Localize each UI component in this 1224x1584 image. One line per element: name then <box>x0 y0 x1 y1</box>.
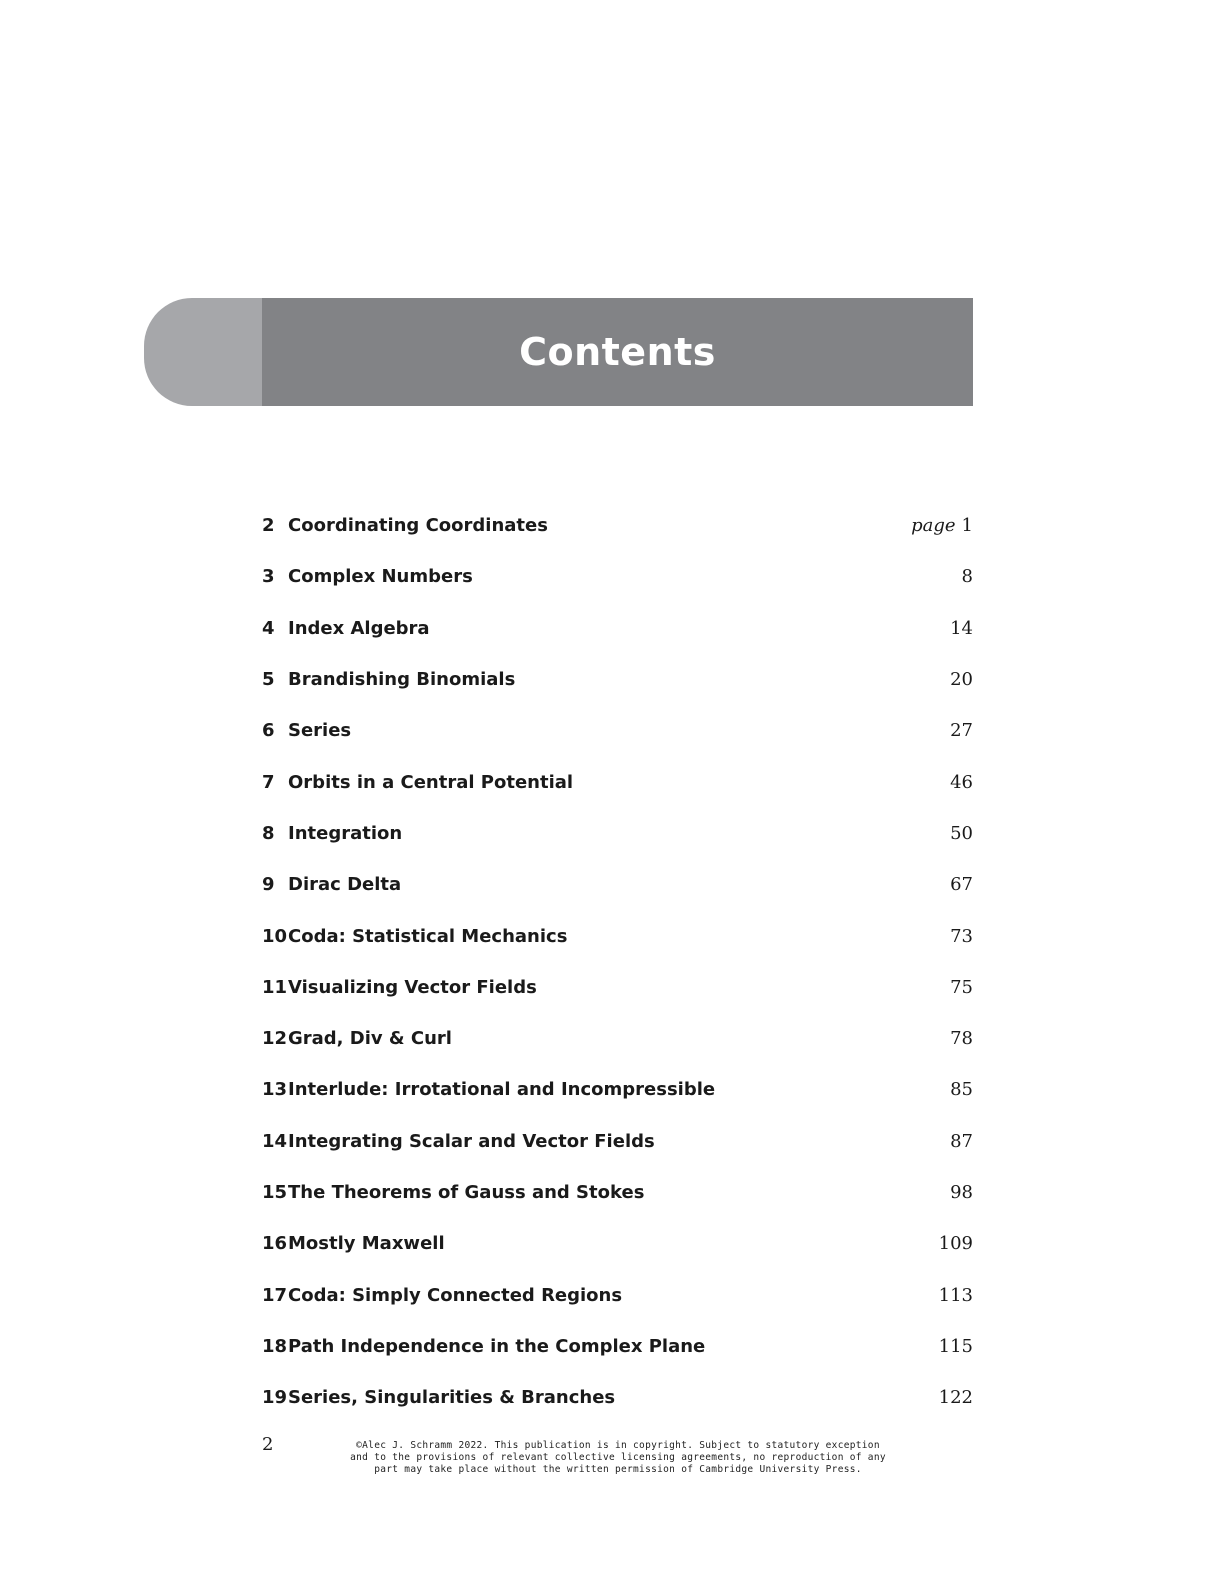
header-bar <box>262 298 973 406</box>
toc-entry-title: Path Independence in the Complex Plane <box>288 1335 706 1357</box>
toc-entry-number: 2 <box>262 515 275 537</box>
toc-entry-page-number: 109 <box>938 1233 973 1255</box>
toc-entry-number: 13 <box>262 1079 288 1101</box>
toc-entry[interactable] <box>262 551 973 602</box>
toc-entry-title: Integration <box>288 822 403 844</box>
toc-entry[interactable] <box>262 1269 973 1320</box>
toc-entry-page-number: 78 <box>950 1028 973 1050</box>
toc-entry-title: Dirac Delta <box>288 874 402 896</box>
copyright-line: part may take place without the written permission of Cambridge University Press. <box>374 1464 862 1475</box>
copyright-line: and to the provisions of relevant collective licensing agreements, no reproduction of any <box>350 1452 886 1463</box>
toc-entry-page-number: 67 <box>950 874 973 896</box>
toc-entry-number: 14 <box>262 1130 288 1152</box>
page-prefix: page <box>911 515 956 537</box>
toc-entry-number: 4 <box>262 617 275 639</box>
toc-entry-title: Complex Numbers <box>288 566 473 588</box>
toc-entry[interactable] <box>262 500 973 551</box>
toc-entry-number: 10 <box>262 925 288 947</box>
toc-entry-number: 6 <box>262 720 275 742</box>
toc-entry-title: The Theorems of Gauss and Stokes <box>288 1182 645 1203</box>
toc-entry-page-number: 8 <box>961 566 973 588</box>
toc-entry-page-number: 50 <box>950 822 973 844</box>
toc-entry-title: Series, Singularities & Branches <box>288 1387 616 1409</box>
toc-entry-page-number: 1 <box>961 515 973 537</box>
toc-entry-title: Coordinating Coordinates <box>288 515 548 537</box>
toc-entry-page-number: 85 <box>950 1079 973 1101</box>
toc-entry-title: Index Algebra <box>288 617 430 639</box>
toc-entry[interactable] <box>262 705 973 756</box>
toc-entry-number: 5 <box>262 669 275 691</box>
toc-entry[interactable] <box>262 962 973 1013</box>
toc-entry-number: 12 <box>262 1028 288 1050</box>
toc-entry-title: Integrating Scalar and Vector Fields <box>288 1130 655 1152</box>
toc-entry[interactable] <box>262 1167 973 1218</box>
copyright-line: ©Alec J. Schramm 2022. This publication is in copyright. Subject to statutory exception <box>356 1440 880 1451</box>
toc-entry[interactable] <box>262 654 973 705</box>
toc-entry-page-number: 87 <box>950 1130 973 1152</box>
toc-entry-title: Coda: Simply Connected Regions <box>288 1284 623 1306</box>
toc-entry[interactable] <box>262 1064 973 1115</box>
toc-entry-number: 16 <box>262 1233 288 1255</box>
page-title: Contents <box>519 330 716 374</box>
toc-entry-page-number: 73 <box>950 925 973 947</box>
toc-entry-page-number: 46 <box>950 771 973 793</box>
table-of-contents <box>262 500 973 1423</box>
toc-entry-page-number: 113 <box>938 1284 973 1306</box>
toc-entry[interactable] <box>262 1013 973 1064</box>
toc-entry-page-number: 115 <box>938 1335 973 1357</box>
toc-entry-page-number: 20 <box>950 669 973 691</box>
toc-entry-page <box>911 515 973 536</box>
toc-entry[interactable] <box>262 808 973 859</box>
toc-entry-number: 9 <box>262 874 275 896</box>
toc-entry-number: 7 <box>262 771 275 793</box>
toc-entry-title: Orbits in a Central Potential <box>288 771 574 793</box>
toc-entry-number: 8 <box>262 822 275 844</box>
toc-entry-title: Mostly Maxwell <box>288 1233 445 1255</box>
toc-entry-page-number: 98 <box>950 1182 973 1203</box>
toc-entry-number: 15 <box>262 1182 288 1203</box>
toc-entry[interactable] <box>262 1218 973 1269</box>
toc-entry[interactable] <box>262 910 973 961</box>
toc-entry-title: Visualizing Vector Fields <box>288 976 537 998</box>
page-number: 2 <box>262 1434 274 1455</box>
toc-entry-number: 3 <box>262 566 275 588</box>
toc-entry-title: Brandishing Binomials <box>288 669 516 691</box>
toc-entry[interactable] <box>262 1321 973 1372</box>
toc-entry-page-number: 75 <box>950 976 973 998</box>
toc-entry[interactable] <box>262 1116 973 1167</box>
toc-entry[interactable] <box>262 859 973 910</box>
toc-entry-title: Coda: Statistical Mechanics <box>288 925 568 947</box>
toc-entry[interactable] <box>262 1372 973 1423</box>
copyright-notice <box>340 1440 896 1476</box>
toc-entry-title: Series <box>288 720 352 742</box>
toc-entry-number: 19 <box>262 1387 288 1409</box>
toc-entry-number: 18 <box>262 1335 288 1357</box>
toc-entry-title: Grad, Div & Curl <box>288 1028 452 1050</box>
toc-entry[interactable] <box>262 603 973 654</box>
toc-entry-page-number: 27 <box>950 720 973 742</box>
toc-entry-number: 17 <box>262 1284 288 1306</box>
toc-entry-page-number: 14 <box>950 617 973 639</box>
toc-entry-number: 11 <box>262 976 288 998</box>
toc-entry-title: Interlude: Irrotational and Incompressible <box>288 1079 716 1101</box>
toc-entry[interactable] <box>262 756 973 807</box>
toc-entry-page-number: 122 <box>938 1387 973 1409</box>
